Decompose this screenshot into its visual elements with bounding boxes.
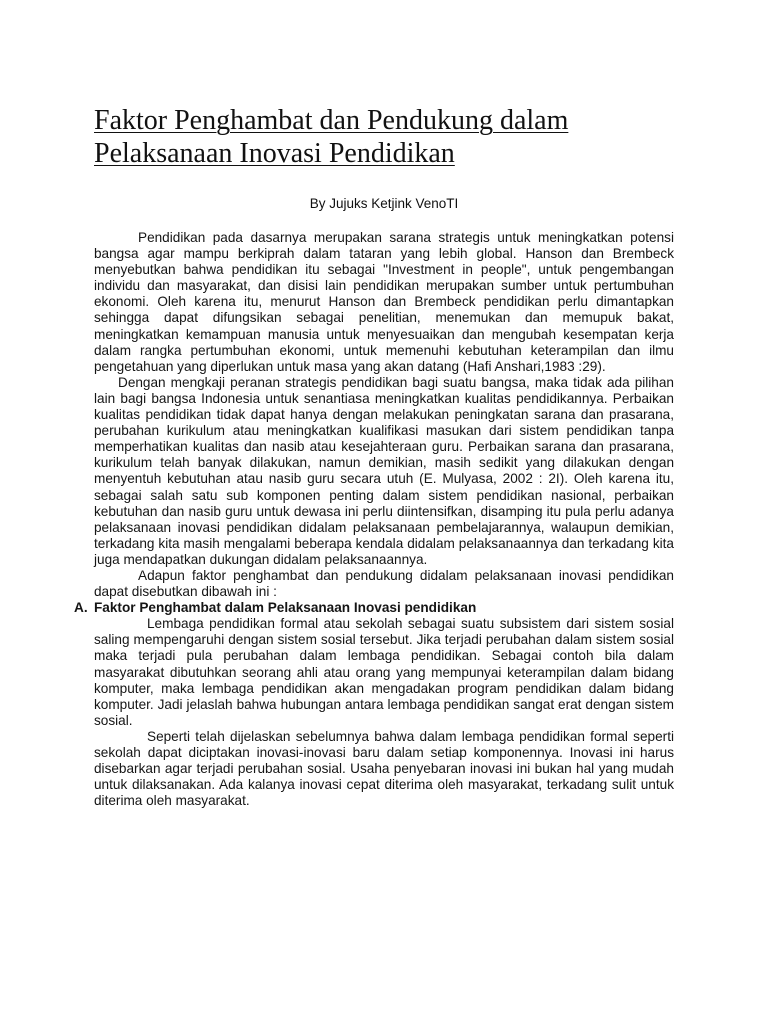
paragraph-intro: Pendidikan pada dasarnya merupakan sarana strategis untuk meningkatkan potensi bangsa agar mampu berkiprah dalam tataran yang lebih global. Hanson dan Brembeck menyebutkan bahwa pendidikan itu sebagai "Investment in people", untuk pengembangan individu dan masyarakat, dan disisi lain pendidikan merupakan sumber untuk pertumbuhan ekonomi. Oleh karena itu, menurut Hanson dan Brembeck pendidikan perlu dimantapkan sehingga dapat difungsikan sebagai penelitian, menemukan dan memupuk bakat, meningkatkan kemampuan manusia untuk menyesuaikan dan mengubah kesempatan kerja dalam rangka pertumbuhan ekonomi, untuk memenuhi kebutuhan keterampilan dan ilmu pengetahuan yang diperlukan untuk masa yang akan datang (Hafi Anshari,1983 :29). [94, 230, 674, 374]
section-a-paragraph: Lembaga pendidikan formal atau sekolah sebagai suatu subsistem dari sistem sosial saling mempengaruhi dengan sistem sosial tersebut. Jika terjadi perubahan dalam sistem sosial maka terjadi pula perubahan dalam lembaga pendidikan. Sebagai contoh bila dalam masyarakat dibutuhkan seorang ahli atau orang yang mempunyai keterampilan dalam bidang komputer, maka lembaga pendidikan akan mengadakan program pendidikan dalam bidang komputer. Jadi jelaslah bahwa hubungan antara lembaga pendidikan sangat erat dengan sistem sosial. [94, 616, 674, 728]
section-a-content [94, 616, 674, 809]
section-a-heading [74, 600, 674, 616]
document-body [74, 230, 674, 809]
paragraph-strategic-role: Dengan mengkaji peranan strategis pendidikan bagi suatu bangsa, maka tidak ada pilihan lain bagi bangsa Indonesia untuk senantiasa meningkatkan kualitas pendidikannya. Perbaikan kualitas pendidikan tidak dapat hanya dengan melakukan peningkatan sarana dan prasarana, perubahan kurikulum atau meningkatkan kualifikasi masukan dari sistem pendidikan tanpa memperhatikan kualitas dan nasib atau kesejahteraan guru. Perbaikan sarana dan prasarana, kurikulum telah banyak dilakukan, namun demikian, masih sedikit yang dilakukan dengan menyentuh kebutuhan atau nasib guru secara utuh (E. Mulyasa, 2002 : 2I). Oleh karena itu, sebagai salah satu sub komponen penting dalam sistem pendidikan nasional, perbaikan kebutuhan dan nasib guru untuk dewasa ini perlu diintensifkan, disamping itu pula perlu adanya pelaksanaan inovasi pendidikan didalam pelaksanaan pembelajarannya, walaupun demikian, terkadang kita masih mengalami beberapa kendala didalam pelaksanaannya dan terkadang kita juga mendapatkan dukungan didalam pelaksanaannya. [94, 374, 674, 567]
title-line-2: Pelaksanaan Inovasi Pendidikan [94, 138, 455, 169]
title-line-1: Faktor Penghambat dan Pendukung dalam [94, 105, 569, 136]
section-a-paragraph: Seperti telah dijelaskan sebelumnya bahwa dalam lembaga pendidikan formal seperti sekolah dapat diciptakan inovasi-inovasi baru dalam setiap komponennya. Inovasi ini harus disebarkan agar terjadi perubahan sosial. Usaha penyebaran inovasi ini bukan hal yang mudah untuk dilaksanakan. Ada kalanya inovasi cepat diterima oleh masyarakat, terkadang sulit untuk diterima oleh masyarakat. [94, 728, 674, 809]
author-byline: By Jujuks Ketjink VenoTI [309, 196, 459, 211]
section-a-title: Faktor Penghambat dalam Pelaksanaan Inovasi pendidikan [94, 600, 477, 616]
section-a-marker: A. [74, 600, 88, 616]
document-title [94, 104, 694, 170]
paragraph-factors-intro: Adapun faktor penghambat dan pendukung didalam pelaksanaan inovasi pendidikan dapat disebutkan dibawah ini : [94, 567, 674, 600]
